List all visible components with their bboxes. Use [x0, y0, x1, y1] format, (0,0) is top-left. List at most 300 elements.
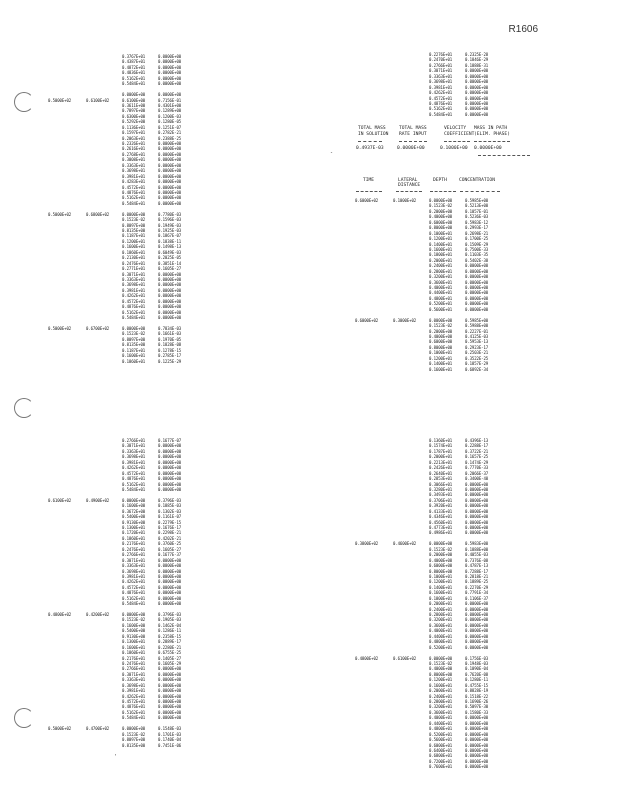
depth-cell: 0.4872E+01 [122, 64, 146, 70]
time-cell: 0.6000E+02 [355, 317, 379, 323]
value-cell: 0.3851E-14 [158, 260, 182, 266]
depth-cell: 0.1600E+01 [122, 353, 146, 359]
value-cell: 0.0000E+00 [465, 100, 489, 106]
depth-cell: 0.1300E+01 [122, 525, 146, 530]
value-cell: 0.0000E+00 [158, 715, 182, 721]
value-cell: 0.0000E+00 [465, 606, 489, 612]
summary-value: 0.4937E-03 [356, 146, 384, 151]
value-cell: 0.1462E-04 [158, 622, 182, 628]
depth-cell: 0.8000E+00 [429, 225, 453, 231]
time-cell: 0.6000E+02 [355, 198, 379, 203]
value-cell: 0.1605E-29 [158, 660, 182, 666]
depth-cell: 0.3493E+01 [429, 492, 453, 498]
value-cell: 0.1857E-29 [465, 361, 489, 367]
value-cell: 0.0000E+00 [465, 79, 489, 85]
depth-cell: 0.4572E+01 [122, 584, 146, 590]
depth-cell: 0.4876E+01 [122, 590, 146, 596]
depth-cell: 0.1400E+01 [429, 584, 453, 590]
depth-cell: 0.2766E+01 [122, 552, 146, 558]
value-cell: 0.1405E-27 [158, 655, 182, 661]
depth-cell: 0.1597E+01 [122, 130, 146, 136]
depth-cell: 0.1787E+01 [429, 448, 453, 454]
value-cell: 0.5985E+00 [465, 317, 489, 323]
depth-cell: 0.5484E+01 [429, 111, 453, 117]
value-cell: 0.5983E-12 [465, 219, 489, 225]
depth-cell: 0.0000E+00 [122, 726, 146, 732]
value-cell: 0.0000E+00 [158, 151, 182, 157]
depth-cell: 0.5162E+01 [122, 595, 146, 601]
depth-cell: 0.4572E+01 [122, 298, 146, 304]
value-cell: 0.0000E+00 [158, 465, 182, 471]
depth-cell: 0.0000E+00 [122, 92, 146, 98]
depth-cell: 0.1400E+01 [429, 361, 453, 367]
depth-cell: 0.1523E-02 [122, 617, 146, 623]
depth-cell: 0.9130E+00 [122, 633, 146, 639]
value-cell: 0.7376E-08 [465, 557, 489, 563]
depth-cell: 0.4000E+00 [429, 666, 453, 672]
value-cell: 0.0000E+00 [465, 279, 489, 285]
distance-cell: 0.6100E+02 [86, 97, 110, 103]
depth-cell: 0.1600E+01 [429, 590, 453, 596]
value-cell: 0.0000E+00 [158, 481, 182, 487]
time-cell: 0.6100E+02 [48, 497, 72, 503]
value-cell: 0.0000E+00 [465, 290, 489, 296]
value-cell: 0.3796E-03 [158, 612, 182, 617]
depth-cell: 0.1300E+01 [122, 639, 146, 645]
data-block-left-bottom [48, 438, 208, 748]
value-cell: 0.1605E-27 [158, 546, 182, 552]
value-cell: 0.0000E+00 [158, 671, 182, 677]
depth-cell: 0.3600E+01 [429, 279, 453, 285]
divider [399, 141, 427, 142]
depth-cell: 0.3981E+01 [122, 573, 146, 579]
value-cell: 0.0000E+00 [158, 568, 182, 574]
depth-cell: 0.4000E+00 [429, 557, 453, 563]
value-cell: 0.0000E+00 [465, 622, 489, 628]
value-cell: 0.0000E+00 [158, 189, 182, 195]
depth-cell: 0.4876E+01 [429, 100, 453, 106]
depth-cell: 0.4800E+01 [429, 639, 453, 645]
depth-cell: 0.4876E+01 [122, 476, 146, 482]
depth-cell: 0.3600E+01 [429, 709, 453, 715]
depth-cell: 0.6000E+00 [429, 339, 453, 345]
depth-cell: 0.1600E+01 [429, 366, 453, 372]
depth-cell: 0.3363E+01 [122, 448, 146, 454]
depth-cell: 0.1523E-02 [429, 546, 453, 552]
value-cell: 0.4055E-03 [465, 552, 489, 558]
depth-cell: 0.3071E+01 [122, 671, 146, 677]
value-cell: 0.0000E+00 [158, 476, 182, 482]
value-cell: 0.0000E+00 [465, 73, 489, 79]
value-cell: 0.1970E-05 [158, 336, 182, 342]
time-cell: 0.5000E+02 [48, 325, 72, 331]
value-cell: 0.2025E-05 [158, 255, 182, 261]
value-cell: 0.1474E-29 [465, 459, 489, 465]
depth-cell: 0.6300E+00 [122, 113, 146, 119]
value-cell: 0.0000E+00 [158, 448, 182, 454]
value-cell: 0.0000E+00 [158, 64, 182, 70]
value-cell: 0.2358E-15 [158, 633, 182, 639]
depth-cell: 0.1000E+01 [429, 350, 453, 356]
depth-cell: 0.5484E+01 [122, 715, 146, 721]
value-cell: 0.1286E-11 [158, 628, 182, 634]
distance-col-label: LATERAL DISTANCE [398, 178, 421, 188]
depth-cell: 0.3071E+01 [429, 68, 453, 74]
value-cell: 0.0000E+00 [158, 315, 182, 320]
depth-cell: 0.5200E+01 [429, 731, 453, 737]
depth-cell: 0.3698E+01 [122, 682, 146, 688]
depth-cell: 0.4283E+01 [122, 179, 146, 185]
summary-col-label: TOTAL MASS [399, 126, 427, 131]
value-cell: 0.0000E+00 [465, 285, 489, 290]
value-cell: 0.0000E+00 [158, 293, 182, 299]
value-cell: 0.0000E+00 [465, 519, 489, 525]
value-cell: 0.1200E-03 [158, 113, 182, 119]
depth-cell: 0.1523E-02 [122, 217, 146, 223]
value-cell: 0.0000E+00 [158, 601, 182, 607]
depth-cell: 0.2400E+01 [429, 693, 453, 699]
value-cell: 0.0000E+00 [158, 682, 182, 688]
value-cell: 0.0000E+00 [465, 84, 489, 90]
depth-cell: 0.5162E+01 [122, 75, 146, 81]
depth-col-label: DEPTH [433, 178, 447, 183]
depth-cell: 0.7600E+01 [429, 764, 453, 770]
depth-cell: 0.5162E+01 [122, 709, 146, 715]
data-block-right-bottom [355, 438, 515, 770]
value-cell: 0.0000E+00 [158, 486, 182, 492]
value-cell: 0.0000E+00 [158, 271, 182, 277]
depth-cell: 0.0000E+00 [429, 317, 453, 323]
value-cell: 0.0000E+00 [158, 443, 182, 449]
depth-cell: 0.3698E+01 [122, 168, 146, 174]
value-cell: 0.2066E-37 [465, 470, 489, 476]
value-cell: 0.1905E-03 [158, 617, 182, 623]
data-block-left-top [48, 54, 208, 364]
value-cell: 0.1889E-25 [465, 579, 489, 585]
depth-cell: 0.5400E+00 [122, 628, 146, 634]
depth-cell: 0.4572E+01 [429, 95, 453, 101]
depth-cell: 0.0000E+00 [122, 497, 146, 503]
value-cell: 0.0000E+00 [158, 70, 182, 76]
depth-cell: 0.4836E+01 [122, 70, 146, 76]
depth-cell: 0.4262E+01 [122, 579, 146, 585]
value-cell: 0.4301E+00 [158, 102, 182, 108]
depth-cell: 0.3066E+01 [429, 481, 453, 487]
depth-cell: 0.1523E-02 [429, 323, 453, 329]
value-cell: 0.0000E+00 [465, 274, 489, 280]
depth-cell: 0.4572E+01 [122, 470, 146, 476]
value-cell: 0.1828E-08 [158, 342, 182, 348]
depth-cell: 0.3981E+01 [122, 173, 146, 179]
depth-cell: 0.3981E+01 [122, 287, 146, 293]
depth-cell: 0.3200E+01 [429, 274, 453, 280]
value-cell: 0.6049E-03 [158, 249, 182, 255]
value-cell: 0.0000E+00 [465, 633, 489, 639]
depth-cell: 0.3672E+00 [122, 508, 146, 514]
value-cell: 0.7451E-06 [158, 742, 182, 748]
depth-cell: 0.4262E+01 [122, 465, 146, 471]
value-cell: 0.5983E+00 [465, 541, 489, 547]
depth-cell: 0.2766E+01 [122, 438, 146, 443]
value-cell: 0.6892E-34 [465, 366, 489, 372]
value-cell: 0.1756E-03 [465, 655, 489, 661]
divider [474, 141, 510, 142]
depth-cell: 0.0000E+00 [429, 541, 453, 547]
summary-col-label: (ELIM. PHASE) [474, 132, 510, 137]
value-cell: 0.7834E-03 [158, 325, 182, 331]
depth-cell: 0.2800E+01 [429, 612, 453, 617]
value-cell: 0.0000E+00 [158, 195, 182, 201]
depth-cell: 0.2426E+01 [429, 465, 453, 471]
depth-cell: 0.5600E+01 [429, 306, 453, 312]
stray-mark: ' [114, 754, 118, 760]
binder-hole [14, 398, 34, 418]
value-cell: 0.0000E+00 [465, 753, 489, 759]
value-cell: 0.0000E+00 [158, 557, 182, 563]
divider [444, 141, 470, 142]
page-id: R1606 [508, 24, 538, 35]
depth-cell: 0.2000E+00 [429, 208, 453, 214]
depth-cell: 0.2476E+01 [122, 260, 146, 266]
depth-cell: 0.1860E+01 [122, 535, 146, 541]
depth-cell: 0.4572E+01 [122, 184, 146, 190]
depth-cell: 0.0000E+00 [122, 211, 146, 217]
value-cell: 0.0000E+00 [158, 276, 182, 282]
value-cell: 0.0000E+00 [465, 306, 489, 312]
depth-cell: 0.1600E+01 [122, 244, 146, 250]
depth-cell: 0.6800E+01 [429, 753, 453, 759]
value-cell: 0.0000E+00 [158, 200, 182, 206]
value-cell: 0.1740E-04 [158, 737, 182, 743]
depth-cell: 0.1136E+01 [122, 124, 146, 130]
table-row [48, 743, 208, 748]
value-cell: 0.0000E+00 [465, 106, 489, 112]
depth-cell: 0.3280E+01 [429, 486, 453, 492]
depth-cell: 0.1523E-02 [122, 331, 146, 337]
value-cell: 0.4396E-13 [465, 438, 489, 443]
value-cell: 0.0000E+00 [158, 287, 182, 293]
data-block-right-top-a [355, 52, 515, 117]
value-cell: 0.1103E-35 [465, 252, 489, 258]
value-cell: 0.0000E+00 [465, 111, 489, 117]
depth-cell: 0.3071E+01 [122, 443, 146, 449]
value-cell: 0.0000E+00 [158, 709, 182, 715]
value-cell: 0.2698E-21 [465, 230, 489, 236]
value-cell: 0.5213E+00 [465, 203, 489, 209]
value-cell: 0.0000E+00 [465, 481, 489, 487]
binder-hole [14, 92, 34, 112]
value-cell: 0.5988E+00 [465, 323, 489, 329]
distance-cell: 0.1000E+02 [393, 198, 417, 203]
value-cell: 0.0000E+00 [158, 146, 182, 152]
depth-cell: 0.1523E-02 [122, 731, 146, 737]
depth-cell: 0.3071E+01 [122, 557, 146, 563]
depth-cell: 0.3981E+01 [122, 459, 146, 465]
value-cell: 0.0000E+00 [158, 699, 182, 704]
depth-cell: 0.3698E+01 [429, 79, 453, 85]
value-cell: 0.1057E-01 [465, 208, 489, 214]
depth-cell: 0.2213E+01 [429, 459, 453, 465]
value-cell: 0.0000E+00 [158, 304, 182, 310]
value-cell: 0.2227E-01 [465, 328, 489, 334]
depth-cell: 0.6100E+00 [122, 97, 146, 103]
value-cell: 0.0000E+00 [158, 470, 182, 476]
binder-hole [14, 708, 34, 728]
value-cell: 0.1949E-03 [158, 222, 182, 228]
depth-cell: 0.4262E+01 [122, 693, 146, 699]
depth-cell: 0.1860E+01 [122, 249, 146, 255]
depth-cell: 0.1600E+00 [122, 503, 146, 509]
value-cell: 0.2279E-15 [158, 519, 182, 525]
value-cell: 0.1278E-15 [158, 347, 182, 353]
depth-cell: 0.4000E+01 [429, 715, 453, 721]
depth-cell: 0.1360E+01 [429, 438, 453, 443]
value-cell: 0.0000E+00 [465, 514, 489, 520]
value-cell: 0.0000E+00 [465, 95, 489, 101]
value-cell: 0.2388E-25 [158, 135, 182, 141]
depth-cell: 0.2000E+01 [429, 454, 453, 460]
divider [358, 141, 382, 142]
depth-cell: 0.3008E+01 [122, 157, 146, 163]
value-cell: 0.0000E+00 [465, 644, 489, 650]
value-cell: 0.7288E-17 [465, 568, 489, 574]
value-cell: 0.4787E-13 [465, 563, 489, 569]
depth-cell: 0.3981E+01 [429, 84, 453, 90]
value-cell: 0.0000E+00 [158, 298, 182, 304]
value-cell: 0.0000E+00 [158, 168, 182, 174]
value-cell: 0.3722E-21 [465, 448, 489, 454]
value-cell: 0.1661E-03 [158, 331, 182, 337]
depth-cell: 0.4876E+01 [122, 704, 146, 710]
value-cell: 0.1302E-03 [158, 508, 182, 514]
value-cell: 0.1605E-27 [158, 266, 182, 272]
divider [430, 191, 456, 192]
value-cell: 0.0000E+00 [158, 141, 182, 146]
depth-cell: 0.1600E+00 [122, 622, 146, 628]
value-cell: 0.1948E-03 [465, 660, 489, 666]
value-cell: 0.0000E+00 [465, 295, 489, 301]
value-cell: 0.1867E-07 [158, 233, 182, 239]
value-cell: 0.0000E+00 [465, 715, 489, 721]
value-cell: 0.1677E-07 [158, 438, 182, 443]
value-cell: 0.0000E+00 [465, 612, 489, 617]
depth-cell: 0.0000E+00 [122, 325, 146, 331]
value-cell: 0.0000E+00 [465, 726, 489, 732]
depth-cell: 0.2000E+01 [429, 688, 453, 694]
depth-cell: 0.1574E+01 [429, 443, 453, 449]
value-cell: 0.0000E+00 [465, 497, 489, 503]
value-cell: 0.1701E-03 [158, 731, 182, 737]
depth-cell: 0.1000E+01 [429, 230, 453, 236]
distance-cell: 0.3000E+02 [393, 317, 417, 323]
value-cell: 0.1657E-25 [465, 454, 489, 460]
divider [396, 191, 422, 192]
depth-cell: 0.1523E-02 [429, 660, 453, 666]
value-cell: 0.0000E+00 [465, 486, 489, 492]
depth-cell: 0.1600E+01 [429, 246, 453, 252]
depth-cell: 0.4346E+01 [429, 514, 453, 520]
value-cell: 0.0000E+00 [158, 173, 182, 179]
value-cell: 0.1846E-29 [465, 57, 489, 63]
value-cell: 0.2280E-21 [158, 644, 182, 650]
value-cell: 0.0000E+00 [158, 563, 182, 569]
value-cell: 0.0000E+00 [465, 731, 489, 737]
divider [478, 155, 530, 156]
depth-cell: 0.8000E+00 [429, 344, 453, 350]
depth-cell: 0.2276E+01 [429, 52, 453, 57]
depth-cell: 0.4000E+01 [429, 628, 453, 634]
value-cell: 0.3400E-40 [465, 476, 489, 482]
value-cell: 0.5097E-30 [465, 704, 489, 710]
concentration-col-label: CONCENTRATION [459, 178, 495, 183]
value-cell: 0.7500E-33 [465, 246, 489, 252]
value-cell: 0.1280E-11 [465, 677, 489, 683]
depth-cell: 0.4876E+01 [122, 304, 146, 310]
depth-cell: 0.2063E+01 [122, 135, 146, 141]
depth-cell: 0.2640E+01 [429, 470, 453, 476]
depth-cell: 0.3200E+01 [429, 617, 453, 623]
value-cell: 0.0000E+00 [465, 720, 489, 726]
depth-cell: 0.3698E+01 [122, 282, 146, 288]
depth-cell: 0.4876E+01 [122, 189, 146, 195]
value-cell: 0.7620E-08 [465, 671, 489, 677]
value-cell: 0.0000E+00 [465, 737, 489, 743]
value-cell: 0.4125E-03 [465, 333, 489, 339]
depth-cell: 0.3200E+01 [429, 704, 453, 710]
depth-cell: 0.1200E+01 [429, 236, 453, 242]
value-cell: 0.0000E+00 [158, 584, 182, 590]
value-cell: 0.0000E+00 [465, 525, 489, 530]
value-cell: 0.1596E-03 [158, 217, 182, 223]
depth-cell: 0.1200E+01 [429, 579, 453, 585]
depth-cell: 0.5162E+01 [122, 195, 146, 201]
value-cell: 0.0000E+00 [158, 704, 182, 710]
depth-cell: 0.2476E+01 [122, 546, 146, 552]
value-cell: 0.2785E-17 [158, 353, 182, 359]
depth-cell: 0.8000E+00 [429, 671, 453, 677]
depth-cell: 0.5162E+01 [429, 106, 453, 112]
value-cell: 0.0000E+00 [465, 617, 489, 623]
value-cell: 0.0000E+00 [158, 54, 182, 59]
depth-cell: 0.2766E+01 [122, 666, 146, 672]
value-cell: 0.7156E-01 [158, 97, 182, 103]
value-cell: 0.0000E+00 [465, 68, 489, 74]
depth-cell: 0.3698E+01 [122, 568, 146, 574]
depth-cell: 0.2768E+01 [122, 151, 146, 157]
depth-cell: 0.5600E+01 [429, 737, 453, 743]
depth-cell: 0.1600E+01 [122, 644, 146, 650]
depth-cell: 0.1523E-02 [429, 203, 453, 209]
value-cell: 0.1548E-03 [158, 726, 182, 732]
value-cell: 0.0000E+00 [465, 492, 489, 498]
value-cell: 0.4202E-21 [158, 535, 182, 541]
depth-cell: 0.3981E+01 [122, 688, 146, 694]
summary-col-label: IN SOLUTION [358, 132, 389, 137]
value-cell: 0.0000E+00 [465, 508, 489, 514]
depth-cell: 0.3698E+01 [122, 454, 146, 460]
depth-cell: 0.1860E+01 [122, 358, 146, 364]
depth-cell: 0.5484E+01 [122, 81, 146, 87]
depth-cell: 0.1200E+01 [122, 238, 146, 244]
value-cell: 0.1090E-04 [465, 666, 489, 672]
value-cell: 0.2298E-21 [158, 530, 182, 536]
time-cell: 0.4800E+02 [355, 655, 379, 661]
depth-cell: 0.5484E+01 [122, 486, 146, 492]
value-cell: 0.8828E-19 [465, 688, 489, 694]
depth-cell: 0.3363E+01 [122, 677, 146, 683]
value-cell: 0.2288E-17 [465, 443, 489, 449]
depth-cell: 0.1720E+01 [122, 530, 146, 536]
